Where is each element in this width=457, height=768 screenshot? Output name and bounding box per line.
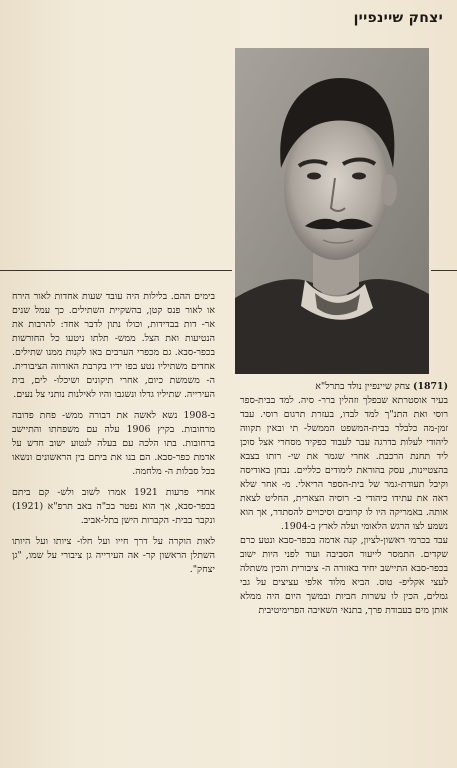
portrait-photo: [235, 48, 429, 374]
paragraph: בימים ההם. בלילות היה עובד שעות אחדות לאור הירח או לאור פנס קטן, בהשקיית השתילים. כך עמל שנים אר- דות בבדידות, וכולו נתון לדבר אחד: להרבות את הנטיעות ואת הצל. ממש- תלתו ניטעו כל החורשות בכפר-סבא. גם מכפרי הערבים באו לקנות ממנו שתילים. אחדים משתיליו נטע בפו ידיו בקרבת האורווה הציבורית. ה- משמשת כיום, אחרי תיקונים ושיכלו- לים, בית העירייה. שתיליו גדלו ונשגבו והיו לאילנות נותני צל נעים.: [12, 291, 215, 400]
article-title: יצחק שיינפיין: [353, 10, 443, 26]
paragraph: לאות הוקרה על דרך חייו ועל חלו- ציותו ועל היותו השתלן הראשון קר- אה העירייה גן ציבורי על שמו, "גן יצחק".: [12, 536, 215, 575]
intro-line: [240, 380, 448, 394]
birth-year: (1871): [413, 381, 448, 392]
biography-right-column: [240, 380, 448, 618]
paragraph: בעיר אוסטרתא שבפלך וזהלין ברר- סיה. למד בבית-ספר רוסי ואת התנ"ך למד לבדו, בעזרת תרגום רוסי. עבד זמן-מה כלבלר בבית-המשפט הממשל- תי ובאין תקווה ליהודי לעלות בדרגה עבר לעבוד כפקיד מסחרי אצל סוכן ליד תחנת הרכבת. אחרי שגמר את שי- רותו בצבא בהצטיינות, עסק בהוראת לימודים כלליים. נבחן באודיסה וקיבל תעודת-גמר של בית-הספר הריאלי. מ- אחר שלא ראה את עתידו כיהודי ב- רוסיה הצארית, החליט לצאת אותה. באמריקה היו לו קרובים וסיכויים להסתדר, אך הוא נשמע לצו הרגש הלאומי ועלה לארץ ב-1904.: [240, 395, 448, 532]
divider-line-right: [431, 270, 457, 271]
paragraph: עבד בכרמי ראשון-לציון, קנה אדמה בכפר-סבא ונטע כרם שקדים. התמסר לייעור הסביבה ועוד לפני היות ישוב בכפר-סבא התיישב יחיד באזורה ה- ציבורית והכין משתלה לעצי אקליפ- טוס. הביא מלוד אלפי עציצים על גבי גמלים, הכין לו עשרות חביות ובמשך היום היה ממלא אותן מים בעבודת פרך, בתנאי השאיבה הפרימיטיבית: [240, 535, 448, 616]
paragraph: אחרי פרעות 1921 אמרו לשוב ולש- קם ביתם בכפר-סבא, אך הוא נפטר בכ"ה באב תרפ"א (1921) ונקבר בבית- הקברות הישן בתל-אביב.: [12, 487, 216, 526]
biography-left-column: [12, 290, 215, 577]
divider-line: [0, 270, 232, 271]
intro-text: צחק שיינפיין נולד בתרל"א: [315, 381, 411, 392]
paragraph: ב-1908 נשא לאשה את דבורה ממש- פחת פדובה מרחובות. בקיץ 1906 עלה עם משפחתו והתיישב ברחובות. בתו הלכה עם בעלה לנטוע ישוב חדש על אדמת כפר-סבא. הם בנו את ביתם בין הראשונים ונשאו בכל סבלות ה- מלחמה.: [12, 410, 216, 477]
